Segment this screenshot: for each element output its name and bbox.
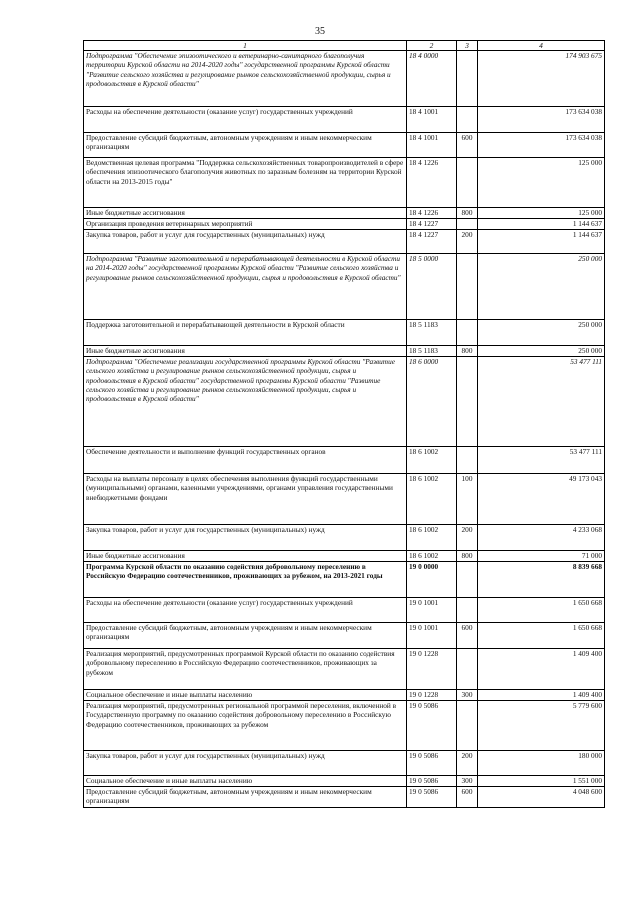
- row-code: 19 0 0000: [407, 562, 457, 598]
- header-col-1: 1: [84, 41, 407, 51]
- row-amount: 8 839 668: [478, 562, 605, 598]
- table-row: [84, 51, 605, 107]
- row-code: 18 6 0000: [407, 357, 457, 447]
- row-code: 19 0 5086: [407, 701, 457, 751]
- row-name: Организация проведения ветеринарных мероприятий: [84, 219, 407, 230]
- table-row: [84, 474, 605, 525]
- row-name: Иные бюджетные ассигнования: [84, 346, 407, 357]
- table-row: [84, 623, 605, 649]
- row-expense-type: [457, 107, 478, 133]
- table-row: [84, 525, 605, 551]
- row-amount: 5 779 600: [478, 701, 605, 751]
- table-row: [84, 751, 605, 776]
- row-code: 18 4 1227: [407, 230, 457, 254]
- row-name: Подпрограмма "Обеспечение реализации государственной программы Курской области "Развитие сельского хозяйства и регулирование рынков сельскохозяйственной продукции, сырья и продовольствия в Курской области" государственной программы Курской области "Развитие сельского хозяйства и регулирование рынков сельскохозяйственной продукции, сырья и продовольствия в Курской области": [84, 357, 407, 447]
- row-expense-type: [457, 254, 478, 320]
- row-code: 18 6 1002: [407, 474, 457, 525]
- row-code: 19 0 1228: [407, 649, 457, 690]
- row-name: Реализация мероприятий, предусмотренных программой Курской области по оказанию содействия добровольному переселению в Российскую Федерацию соотечественников, проживающих за рубежом: [84, 649, 407, 690]
- row-amount: 250 000: [478, 254, 605, 320]
- row-expense-type: [457, 51, 478, 107]
- table-row: [84, 787, 605, 808]
- row-code: 19 0 5086: [407, 751, 457, 776]
- table-row: [84, 320, 605, 346]
- row-code: 18 5 1183: [407, 320, 457, 346]
- row-amount: 4 048 600: [478, 787, 605, 808]
- table-row: [84, 598, 605, 623]
- row-code: 19 0 5086: [407, 787, 457, 808]
- row-code: 18 6 1002: [407, 447, 457, 474]
- row-name: Социальное обеспечение и иные выплаты населению: [84, 776, 407, 787]
- row-amount: 250 000: [478, 346, 605, 357]
- row-amount: 173 634 038: [478, 107, 605, 133]
- row-name: Закупка товаров, работ и услуг для государственных (муниципальных) нужд: [84, 230, 407, 254]
- table-row: [84, 208, 605, 219]
- row-code: 18 4 1227: [407, 219, 457, 230]
- row-name: Закупка товаров, работ и услуг для государственных (муниципальных) нужд: [84, 751, 407, 776]
- row-amount: 1 650 668: [478, 598, 605, 623]
- row-name: Иные бюджетные ассигнования: [84, 551, 407, 562]
- table-row: [84, 230, 605, 254]
- row-amount: 1 409 400: [478, 690, 605, 701]
- row-amount: 174 903 675: [478, 51, 605, 107]
- row-code: 18 4 1226: [407, 208, 457, 219]
- row-name: Реализация мероприятий, предусмотренных региональной программой переселения, включенной в Государственную программу по оказанию содействия добровольному переселению в Российскую Федерацию соотечественников, проживающих за рубежом: [84, 701, 407, 751]
- row-code: 18 6 1002: [407, 525, 457, 551]
- row-expense-type: [457, 219, 478, 230]
- row-expense-type: 300: [457, 690, 478, 701]
- table-row: [84, 701, 605, 751]
- row-name: Закупка товаров, работ и услуг для государственных (муниципальных) нужд: [84, 525, 407, 551]
- row-expense-type: 200: [457, 751, 478, 776]
- row-expense-type: [457, 649, 478, 690]
- header-col-3: 3: [457, 41, 478, 51]
- row-name: Программа Курской области по оказанию содействия добровольному переселению в Российскую Федерацию соотечественников, проживающих за рубежом, на 2013-2021 годы: [84, 562, 407, 598]
- row-name: Иные бюджетные ассигнования: [84, 208, 407, 219]
- row-expense-type: 200: [457, 525, 478, 551]
- row-code: 19 0 1001: [407, 598, 457, 623]
- page-number: 35: [315, 26, 325, 37]
- header-col-4: 4: [478, 41, 605, 51]
- table-row: [84, 133, 605, 158]
- row-expense-type: 300: [457, 776, 478, 787]
- table-row: [84, 219, 605, 230]
- table-row: [84, 562, 605, 598]
- table-row: [84, 551, 605, 562]
- row-name: Социальное обеспечение и иные выплаты населению: [84, 690, 407, 701]
- row-name: Подпрограмма "Обеспечение эпизоотического и ветеринарно-санитарного благополучия территории Курской области на 2014-2020 годы" государственной программы Курской области "Развитие сельского хозяйства и регулирование рынков сельскохозяйственной продукции, сырья и продовольствия в Курской области": [84, 51, 407, 107]
- row-expense-type: 600: [457, 623, 478, 649]
- row-name: Расходы на обеспечение деятельности (оказание услуг) государственных учреждений: [84, 598, 407, 623]
- table-row: [84, 649, 605, 690]
- table-row: [84, 357, 605, 447]
- row-name: Предоставление субсидий бюджетным, автономным учреждениям и иным некоммерческим организациям: [84, 623, 407, 649]
- row-code: 19 0 1001: [407, 623, 457, 649]
- row-code: 18 5 0000: [407, 254, 457, 320]
- table-header-row: [84, 41, 605, 51]
- row-amount: 71 000: [478, 551, 605, 562]
- row-name: Предоставление субсидий бюджетным, автономным учреждениям и иным некоммерческим организациям: [84, 133, 407, 158]
- row-amount: 1 409 400: [478, 649, 605, 690]
- row-expense-type: 800: [457, 551, 478, 562]
- row-amount: 125 000: [478, 158, 605, 208]
- row-expense-type: 800: [457, 346, 478, 357]
- row-expense-type: 100: [457, 474, 478, 525]
- row-code: 19 0 5086: [407, 776, 457, 787]
- row-code: 18 5 1183: [407, 346, 457, 357]
- row-amount: 125 000: [478, 208, 605, 219]
- row-expense-type: 200: [457, 230, 478, 254]
- row-amount: 250 000: [478, 320, 605, 346]
- row-name: Предоставление субсидий бюджетным, автономным учреждениям и иным некоммерческим организациям: [84, 787, 407, 808]
- row-amount: 49 173 043: [478, 474, 605, 525]
- row-expense-type: [457, 447, 478, 474]
- budget-table: [83, 40, 605, 808]
- row-amount: 173 634 038: [478, 133, 605, 158]
- row-expense-type: [457, 598, 478, 623]
- row-name: Поддержка заготовительной и перерабатывающей деятельности в Курской области: [84, 320, 407, 346]
- row-expense-type: [457, 158, 478, 208]
- row-code: 18 4 0000: [407, 51, 457, 107]
- row-amount: 53 477 111: [478, 357, 605, 447]
- table-row: [84, 158, 605, 208]
- row-code: 18 4 1001: [407, 107, 457, 133]
- row-code: 19 0 1228: [407, 690, 457, 701]
- row-amount: 1 144 637: [478, 230, 605, 254]
- row-name: Подпрограмма "Развитие заготовительной и перерабатывающей деятельности в Курской области на 2014-2020 годы" государственной программы Курской области "Развитие сельского хозяйства и регулирование рынков сельскохозяйственной продукции, сырья и продовольствия в Курской области": [84, 254, 407, 320]
- row-expense-type: [457, 701, 478, 751]
- row-expense-type: [457, 357, 478, 447]
- table-row: [84, 107, 605, 133]
- header-col-2: 2: [407, 41, 457, 51]
- row-name: Ведомственная целевая программа "Поддержка сельскохозяйственных товаропроизводителей в сфере обеспечения эпизоотического благополучия животных по заразным болезням на территории Курской области на 2013-2015 годы": [84, 158, 407, 208]
- row-amount: 53 477 111: [478, 447, 605, 474]
- row-amount: 4 233 068: [478, 525, 605, 551]
- row-expense-type: [457, 320, 478, 346]
- row-code: 18 4 1226: [407, 158, 457, 208]
- table-row: [84, 346, 605, 357]
- table-row: [84, 690, 605, 701]
- row-expense-type: 600: [457, 787, 478, 808]
- row-name: Расходы на обеспечение деятельности (оказание услуг) государственных учреждений: [84, 107, 407, 133]
- row-name: Расходы на выплаты персоналу в целях обеспечения выполнения функций государственными (муниципальными) органами, казенными учреждениями, органами управления государственными внебюджетными фондами: [84, 474, 407, 525]
- row-name: Обеспечение деятельности и выполнение функций государственных органов: [84, 447, 407, 474]
- row-expense-type: 800: [457, 208, 478, 219]
- table-row: [84, 776, 605, 787]
- row-code: 18 6 1002: [407, 551, 457, 562]
- row-code: 18 4 1001: [407, 133, 457, 158]
- row-amount: 1 650 668: [478, 623, 605, 649]
- row-amount: 180 000: [478, 751, 605, 776]
- row-amount: 1 144 637: [478, 219, 605, 230]
- row-expense-type: [457, 562, 478, 598]
- table-row: [84, 254, 605, 320]
- row-expense-type: 600: [457, 133, 478, 158]
- row-amount: 1 551 000: [478, 776, 605, 787]
- table-row: [84, 447, 605, 474]
